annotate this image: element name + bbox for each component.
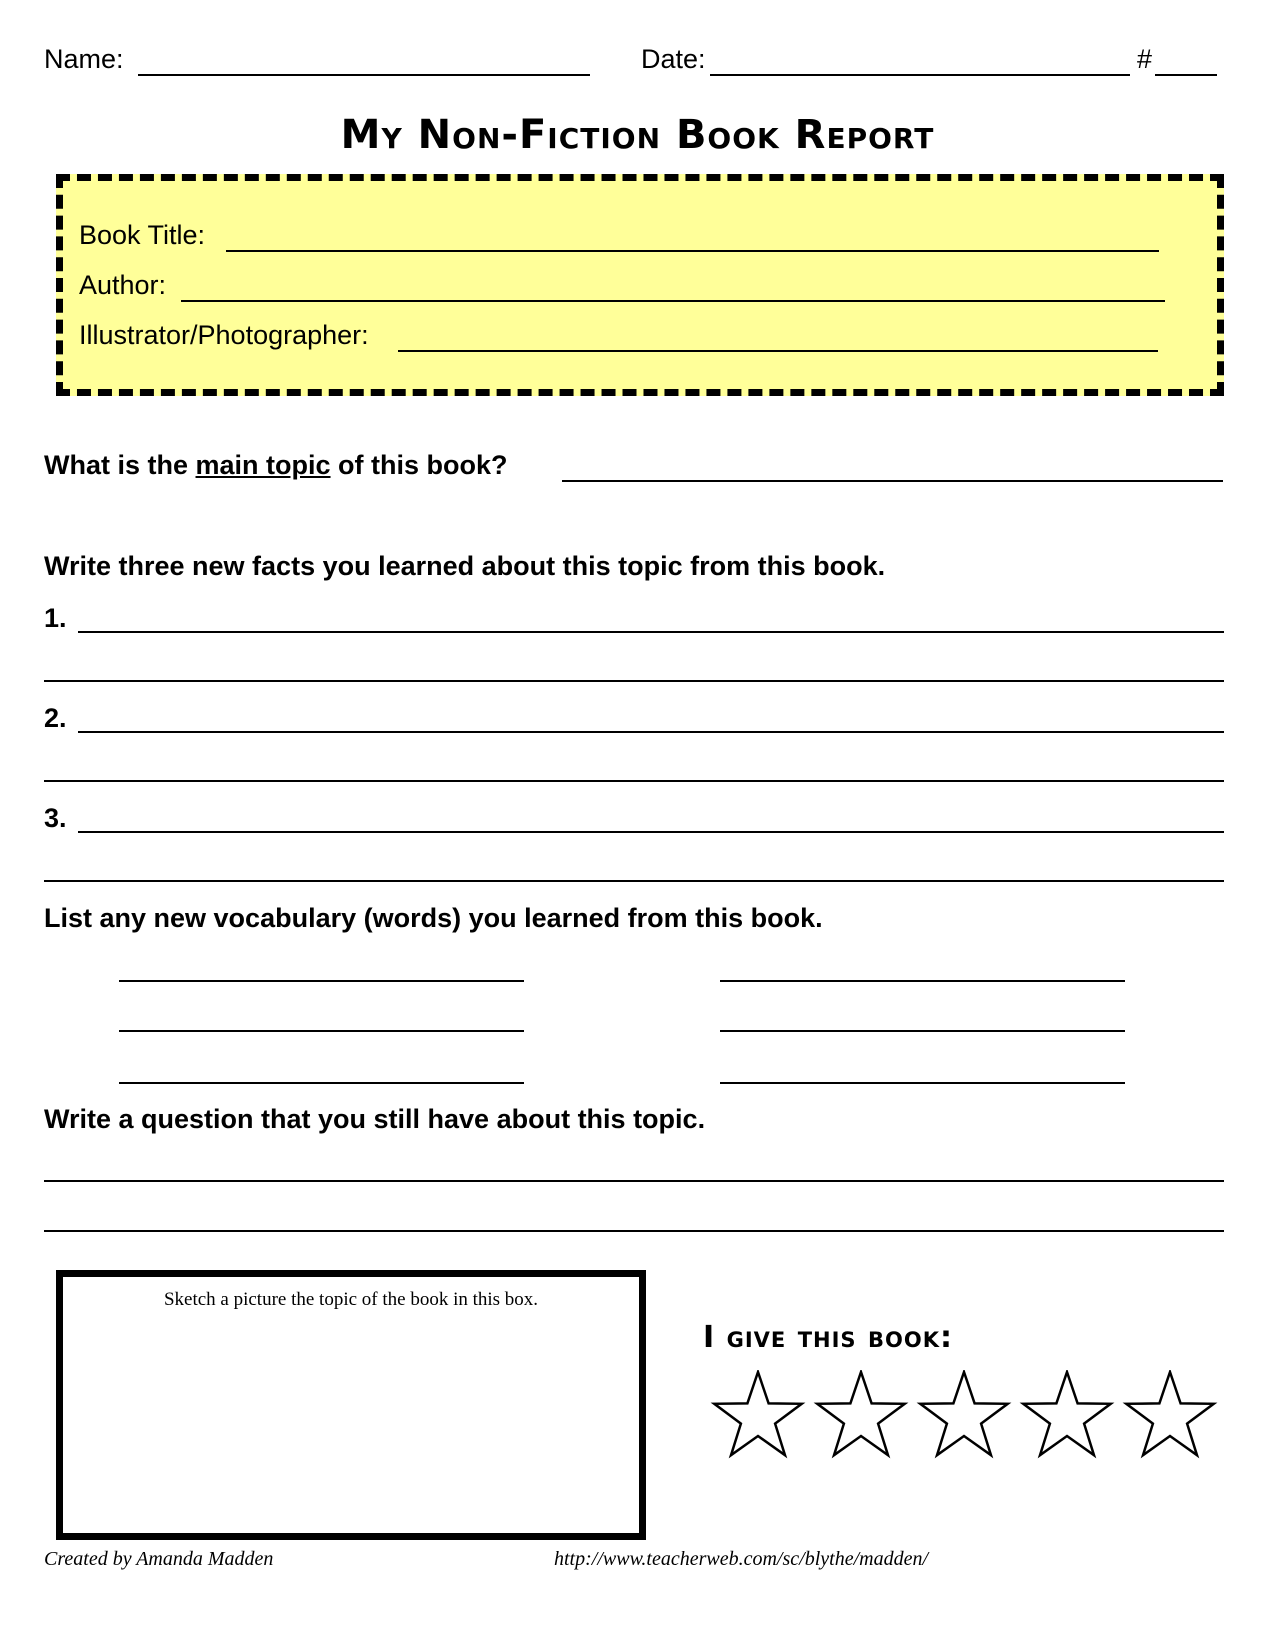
vocab-line-5[interactable]	[119, 1082, 524, 1084]
main-topic-field[interactable]	[562, 480, 1223, 482]
fact-2-line-2[interactable]	[44, 780, 1224, 782]
fact-2-line-1[interactable]	[78, 731, 1224, 733]
book-info-box	[56, 174, 1224, 396]
book-title-field[interactable]	[226, 250, 1159, 252]
name-field[interactable]	[138, 74, 590, 76]
number-field[interactable]	[1155, 74, 1217, 76]
vocabulary-prompt: List any new vocabulary (words) you learned from this book.	[44, 903, 823, 933]
main-topic-question	[44, 450, 508, 481]
illustrator-field[interactable]	[398, 350, 1158, 352]
vocab-line-6[interactable]	[720, 1082, 1125, 1084]
sketch-box[interactable]	[56, 1270, 646, 1540]
star-icon-4[interactable]	[1019, 1370, 1115, 1460]
footer-url: http://www.teacherweb.com/sc/blythe/madden/	[554, 1548, 929, 1570]
page-title: My Non-Fiction Book Report	[340, 112, 935, 158]
fact-1-line-2[interactable]	[44, 680, 1224, 682]
star-icon-1[interactable]	[710, 1370, 806, 1460]
fact-number-2: 2.	[44, 703, 67, 733]
star-icon-5[interactable]	[1122, 1370, 1218, 1460]
fact-number-3: 3.	[44, 803, 67, 833]
question-prompt: Write a question that you still have about this topic.	[44, 1104, 706, 1134]
fact-3-line-1[interactable]	[78, 831, 1224, 833]
vocab-line-3[interactable]	[119, 1030, 524, 1032]
vocab-line-4[interactable]	[720, 1030, 1125, 1032]
facts-prompt: Write three new facts you learned about this topic from this book.	[44, 551, 886, 581]
sketch-instruction: Sketch a picture the topic of the book in this box.	[163, 1289, 539, 1310]
fact-1-line-1[interactable]	[78, 631, 1224, 633]
star-icon-2[interactable]	[813, 1370, 909, 1460]
main-topic-emphasis: main topic	[195, 450, 331, 480]
author-label: Author:	[79, 270, 167, 300]
question-line-2[interactable]	[44, 1230, 1224, 1232]
footer-credit: Created by Amanda Madden	[44, 1548, 274, 1570]
author-field[interactable]	[181, 300, 1165, 302]
main-topic-prefix: What is the	[44, 450, 196, 480]
star-icon-3[interactable]	[916, 1370, 1012, 1460]
illustrator-label: Illustrator/Photographer:	[79, 320, 369, 350]
vocab-line-1[interactable]	[119, 980, 524, 982]
book-title-label: Book Title:	[79, 220, 206, 250]
fact-number-1: 1.	[44, 603, 67, 633]
main-topic-suffix: of this book?	[330, 450, 508, 480]
date-field[interactable]	[710, 74, 1130, 76]
date-label: Date:	[641, 44, 706, 74]
fact-3-line-2[interactable]	[44, 880, 1224, 882]
name-label: Name:	[44, 44, 124, 74]
vocab-line-2[interactable]	[720, 980, 1125, 982]
rating-label: I give this book:	[703, 1320, 953, 1355]
number-label: #	[1137, 44, 1153, 74]
question-line-1[interactable]	[44, 1180, 1224, 1182]
